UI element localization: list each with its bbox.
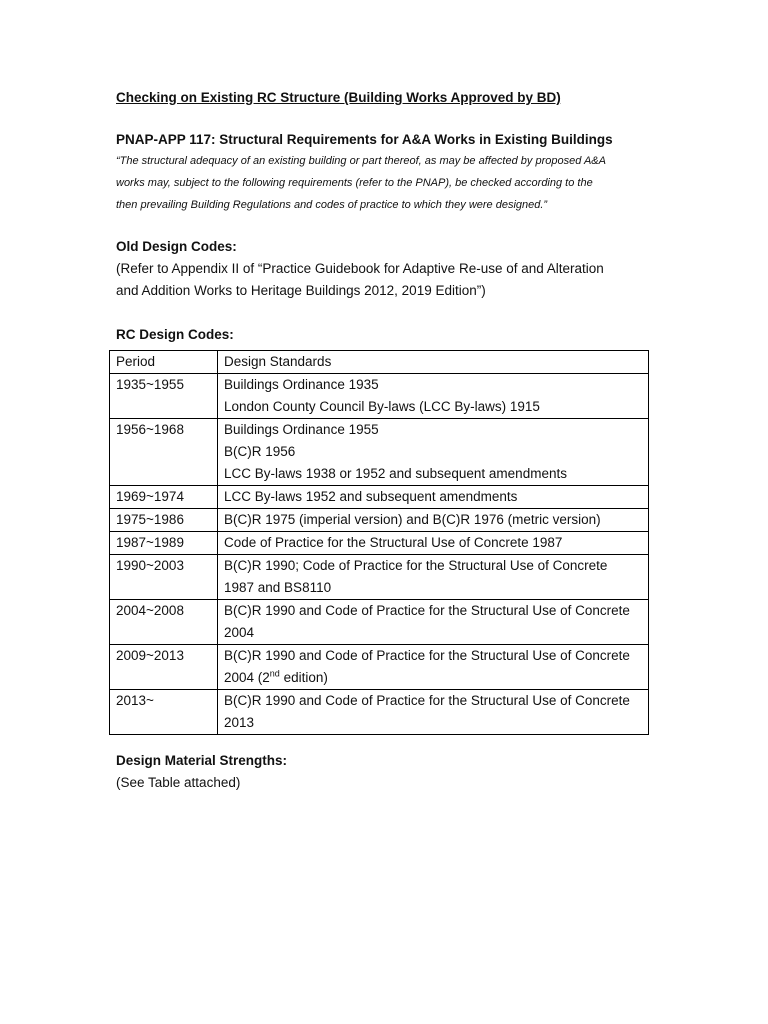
period-cell: 2004~2008 <box>110 600 218 645</box>
old-codes-reference <box>116 258 646 302</box>
table-row <box>110 555 649 600</box>
quote-line: then prevailing Building Regulations and codes of practice to which they were designed.” <box>116 199 548 211</box>
standards-cell <box>218 419 649 486</box>
materials-heading: Design Material Strengths: <box>116 753 288 768</box>
table-row <box>110 419 649 486</box>
standard-line: LCC By-laws 1952 and subsequent amendments <box>224 489 518 504</box>
standards-cell <box>218 600 649 645</box>
standard-line: Buildings Ordinance 1955 <box>224 422 379 437</box>
standard-line: LCC By-laws 1938 or 1952 and subsequent amendments <box>224 466 567 481</box>
rc-design-codes-table <box>109 350 649 735</box>
page-title: Checking on Existing RC Structure (Building Works Approved by BD) <box>116 90 561 105</box>
table-row <box>110 486 649 509</box>
reference-line: and Addition Works to Heritage Buildings 2012, 2019 Edition”) <box>116 283 486 298</box>
period-cell: 1956~1968 <box>110 419 218 486</box>
standards-cell <box>218 532 649 555</box>
table-row <box>110 645 649 690</box>
period-cell: 1969~1974 <box>110 486 218 509</box>
period-cell: 1975~1986 <box>110 509 218 532</box>
standards-cell <box>218 486 649 509</box>
table-row <box>110 509 649 532</box>
standards-cell <box>218 645 649 690</box>
period-cell: 1987~1989 <box>110 532 218 555</box>
standards-cell <box>218 690 649 735</box>
rc-codes-heading: RC Design Codes: <box>116 327 234 342</box>
pnap-heading: PNAP-APP 117: Structural Requirements for A&A Works in Existing Buildings <box>116 132 613 147</box>
standard-line: London County Council By-laws (LCC By-laws) 1915 <box>224 399 540 414</box>
standard-line: B(C)R 1990 and Code of Practice for the Structural Use of Concrete <box>224 693 630 708</box>
quote-line: “The structural adequacy of an existing building or part thereof, as may be affected by proposed A&A <box>116 155 606 167</box>
table-row <box>110 690 649 735</box>
standard-line: 2004 <box>224 625 255 640</box>
period-cell: 2013~ <box>110 690 218 735</box>
standard-line: 1987 and BS8110 <box>224 580 332 595</box>
reference-line: (Refer to Appendix II of “Practice Guidebook for Adaptive Re-use of and Alteration <box>116 261 604 276</box>
standard-line: B(C)R 1975 (imperial version) and B(C)R 1976 (metric version) <box>224 512 601 527</box>
quote-line: works may, subject to the following requirements (refer to the PNAP), be checked according to the <box>116 177 593 189</box>
standard-line: B(C)R 1956 <box>224 444 296 459</box>
standard-line: B(C)R 1990 and Code of Practice for the Structural Use of Concrete <box>224 648 630 663</box>
ordinal-superscript: nd <box>269 668 280 679</box>
period-cell: 1935~1955 <box>110 374 218 419</box>
standard-line: B(C)R 1990 and Code of Practice for the Structural Use of Concrete <box>224 603 630 618</box>
column-header-standards: Design Standards <box>218 351 649 374</box>
table-row <box>110 374 649 419</box>
table-row <box>110 532 649 555</box>
pnap-quote <box>116 150 646 216</box>
standards-cell <box>218 555 649 600</box>
old-codes-heading: Old Design Codes: <box>116 239 237 254</box>
standard-line: Buildings Ordinance 1935 <box>224 377 379 392</box>
standard-line: Code of Practice for the Structural Use of Concrete 1987 <box>224 535 563 550</box>
table-row <box>110 600 649 645</box>
standards-cell <box>218 374 649 419</box>
table-header-row <box>110 351 649 374</box>
period-cell: 2009~2013 <box>110 645 218 690</box>
period-cell: 1990~2003 <box>110 555 218 600</box>
standard-line: 2013 <box>224 715 255 730</box>
document-body <box>116 88 656 346</box>
standards-cell <box>218 509 649 532</box>
standard-line: B(C)R 1990; Code of Practice for the Structural Use of Concrete <box>224 558 608 573</box>
edition-text: edition) <box>279 670 328 685</box>
standard-line <box>224 667 642 689</box>
materials-note: (See Table attached) <box>116 775 241 790</box>
column-header-period: Period <box>110 351 218 374</box>
materials-section <box>116 750 656 794</box>
edition-text: 2004 (2 <box>224 670 270 685</box>
